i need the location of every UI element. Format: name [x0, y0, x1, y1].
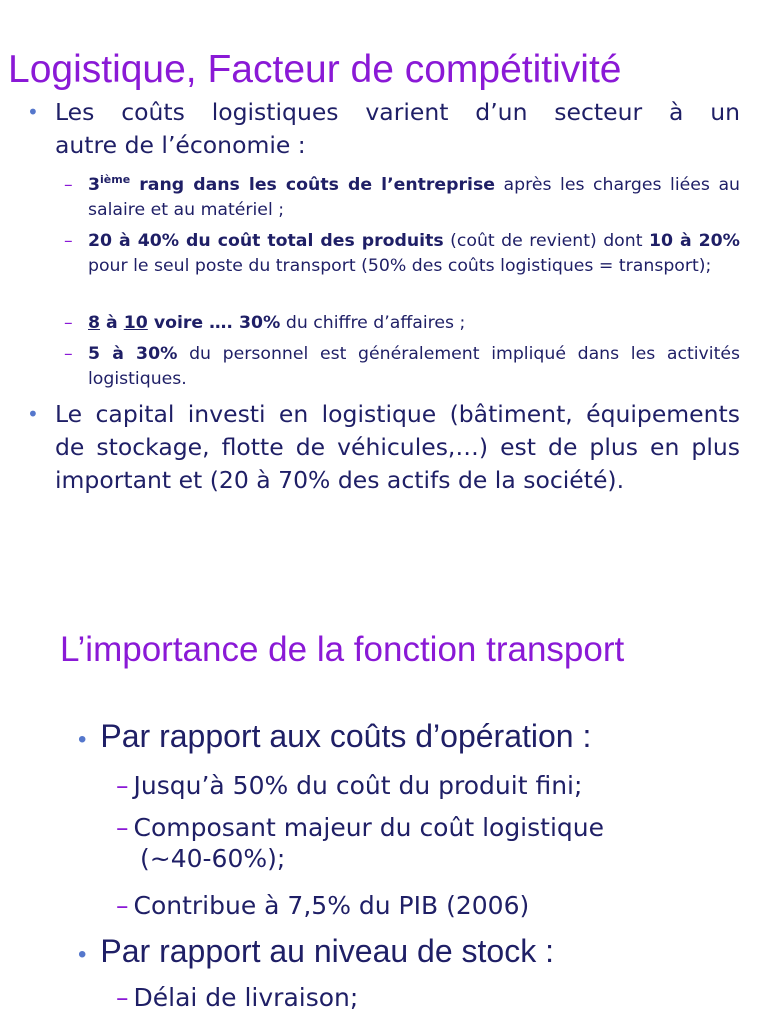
sub-text-continued: (~40-60%); — [140, 844, 286, 873]
personnel-bold: 5 à 30% — [88, 344, 178, 364]
sub-item-delai-livraison — [116, 982, 358, 1013]
sub-text: Délai de livraison; — [133, 983, 359, 1012]
dash-icon: – — [64, 313, 73, 333]
dash-icon: – — [116, 891, 129, 920]
cout-mid: (coût de revient) dont — [443, 231, 649, 251]
bullet-text-line2: autre de l’économie : — [55, 131, 306, 159]
rang-bold: rang dans les coûts de l’entreprise — [130, 175, 495, 195]
bullet-text: Par rapport au niveau de stock : — [100, 933, 554, 969]
sub-item-composant-majeur — [116, 812, 604, 874]
rang-rest: après les charges liées au salaire et au matériel ; — [88, 175, 740, 220]
sub-item-rang — [64, 173, 740, 223]
cout-bold: 20 à 40% du coût total des produits — [88, 231, 444, 251]
pct-max: voire …. 30% — [147, 313, 281, 333]
sub-text: Composant majeur du coût logistique — [133, 813, 604, 842]
dash-icon: – — [116, 983, 129, 1012]
transport-bold: 10 à 20% — [648, 231, 741, 251]
rang-number: 3 — [88, 175, 101, 195]
sub-item-produit-fini — [116, 770, 582, 801]
bullet-niveau-stock — [78, 933, 554, 970]
sub-item-personnel — [64, 342, 740, 392]
dash-icon: – — [64, 175, 73, 195]
slide-title: L’importance de la fonction transport — [60, 630, 625, 669]
sub-item-pib — [116, 890, 529, 921]
slide-transport — [0, 620, 768, 1024]
rang-superscript: ième — [100, 173, 131, 187]
bullet-text-line1: Les coûts logistiques varient d’un secteur à un — [55, 98, 740, 126]
pct-low: 8 — [88, 313, 101, 333]
bullet-icon: • — [78, 941, 87, 968]
dash-icon: – — [116, 813, 129, 842]
bullet-couts-operation — [78, 718, 591, 755]
bullet-icon: • — [27, 100, 39, 124]
sub-item-chiffre-affaires — [64, 311, 740, 336]
sub-text: Contribue à 7,5% du PIB (2006) — [133, 891, 530, 920]
bullet-couts-secteur — [27, 96, 740, 162]
bullet-icon: • — [78, 726, 87, 753]
slide-title: Logistique, Facteur de compétitivité — [8, 48, 622, 91]
bullet-text: Le capital investi en logistique (bâtiment, équipements de stockage, flotte de véhicules,…) est de plus en plus important et (20 à 70% des actifs de la société). — [55, 400, 740, 494]
pct-high: 10 — [123, 313, 148, 333]
bullet-icon: • — [27, 402, 39, 426]
personnel-rest: du personnel est généralement impliqué dans les activités logistiques. — [88, 344, 740, 389]
bullet-capital-investi — [27, 398, 740, 497]
sub-item-cout-total — [64, 229, 740, 279]
dash-icon: – — [64, 231, 73, 251]
sub-text: Jusqu’à 50% du coût du produit fini; — [133, 771, 583, 800]
ca-rest: du chiffre d’affaires ; — [280, 313, 466, 333]
cout-rest: pour le seul poste du transport (50% des coûts logistiques = transport); — [88, 256, 712, 276]
bullet-text: Par rapport aux coûts d’opération : — [100, 718, 592, 754]
pct-sep: à — [100, 313, 124, 333]
dash-icon: – — [64, 344, 73, 364]
dash-icon: – — [116, 771, 129, 800]
